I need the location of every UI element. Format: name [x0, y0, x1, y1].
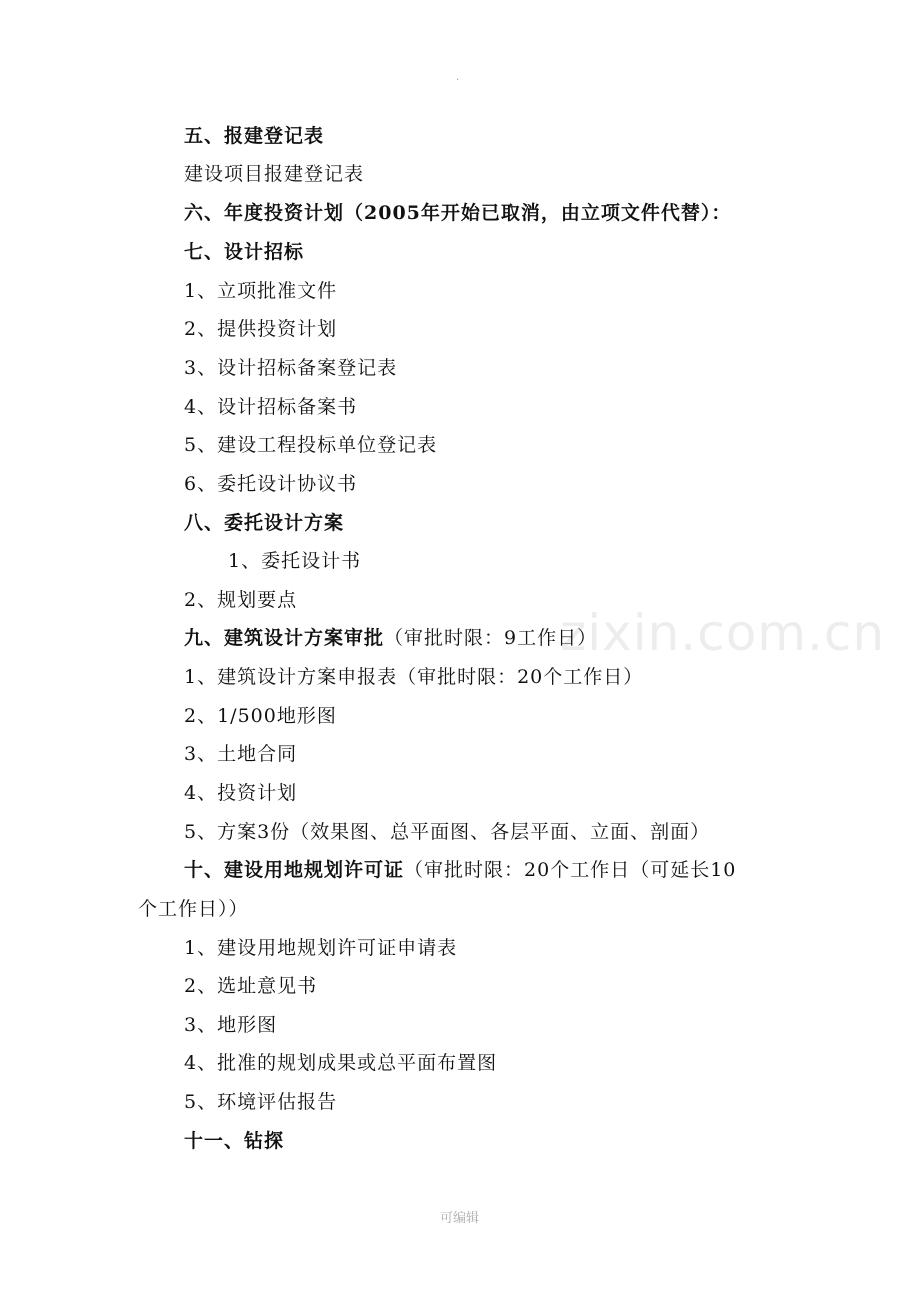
watermark: zixin.com.cn — [560, 604, 886, 662]
list-item: 1、建设用地规划许可证申请表 — [184, 937, 458, 959]
list-item: 4、批准的规划成果或总平面布置图 — [184, 1052, 498, 1074]
heading-text: 九、建筑设计方案审批 — [184, 627, 385, 649]
heading-note-continued: 个工作日）） — [138, 898, 249, 920]
list-item: 2、规划要点 — [184, 589, 298, 611]
list-item: 1、建筑设计方案申报表（审批时限：20个工作日） — [184, 666, 644, 688]
list-item: 2、提供投资计划 — [184, 318, 338, 340]
heading-note: （审批时限：20个工作日（可延长10 — [404, 859, 737, 881]
section-heading: 十一、钻探 — [184, 1130, 285, 1152]
section-heading: 七、设计招标 — [184, 241, 305, 263]
list-item: 3、设计招标备案登记表 — [184, 357, 398, 379]
list-item: 5、方案3份（效果图、总平面图、各层平面、立面、剖面） — [184, 821, 711, 843]
section-heading — [184, 626, 597, 650]
list-item: 3、土地合同 — [184, 743, 298, 765]
list-item: 6、委托设计协议书 — [184, 473, 358, 495]
list-item: 1、委托设计书 — [228, 550, 362, 572]
section-heading — [184, 858, 736, 882]
list-item: 建设项目报建登记表 — [184, 163, 365, 185]
list-item: 1、立项批准文件 — [184, 280, 338, 302]
list-item: 3、地形图 — [184, 1014, 278, 1036]
list-item: 5、环境评估报告 — [184, 1091, 338, 1113]
list-item: 2、选址意见书 — [184, 975, 318, 997]
list-item: 5、建设工程投标单位登记表 — [184, 434, 438, 456]
section-heading: 八、委托设计方案 — [184, 512, 345, 534]
list-item: 4、投资计划 — [184, 782, 298, 804]
list-item: 4、设计招标备案书 — [184, 396, 358, 418]
footer-label: 可编辑 — [440, 1211, 480, 1226]
header-mark: . — [456, 72, 460, 83]
section-heading: 六、年度投资计划（2005年开始已取消，由立项文件代替）： — [184, 202, 732, 224]
list-item: 2、1/500地形图 — [184, 705, 337, 727]
section-heading: 五、报建登记表 — [184, 125, 325, 147]
heading-note: （审批时限：9工作日） — [384, 627, 598, 649]
heading-text: 十、建设用地规划许可证 — [184, 859, 405, 881]
